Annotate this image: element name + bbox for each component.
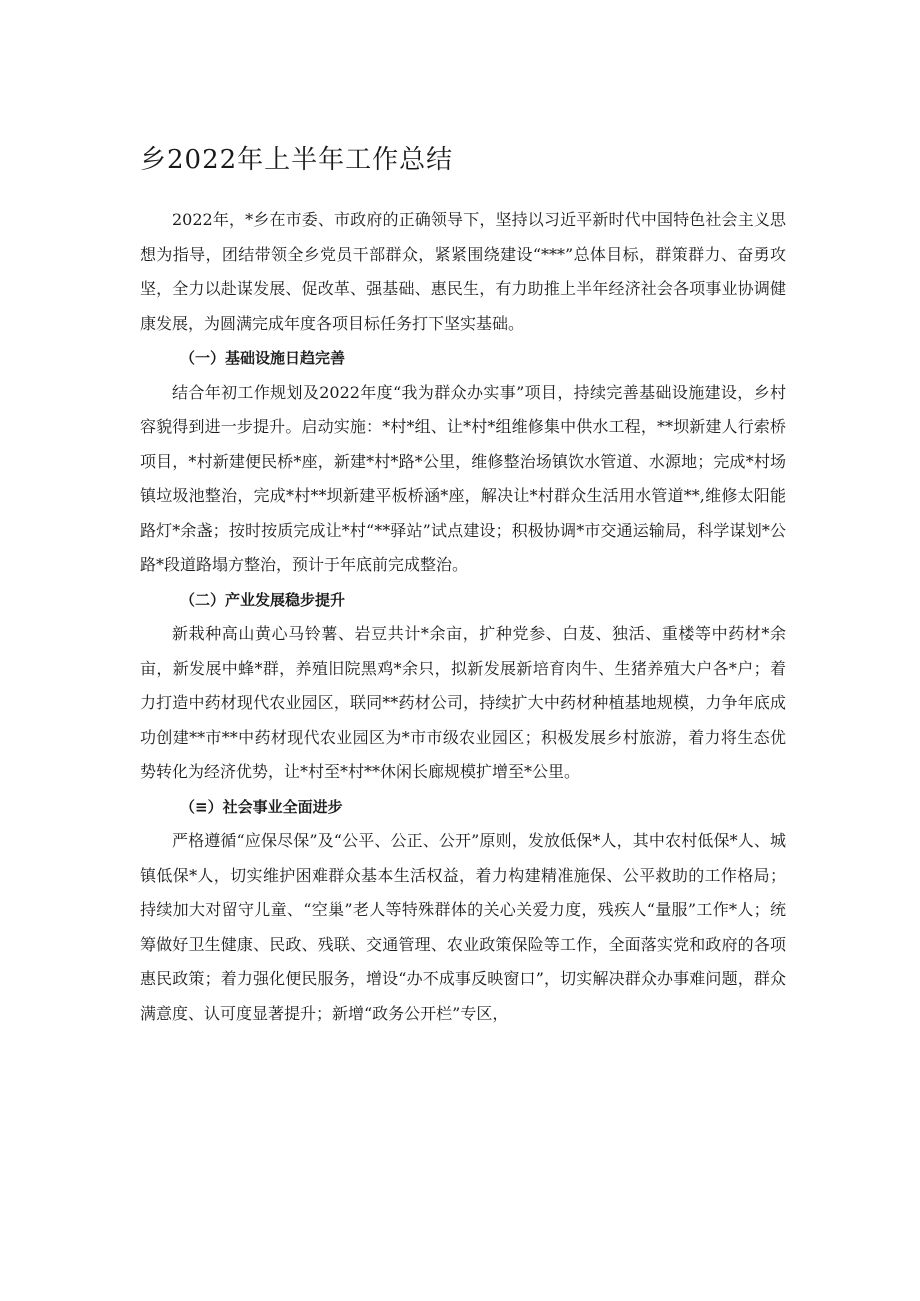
- section-paragraph-social: 严格遵循“应保尽保”及“公平、公正、公开”原则，发放低保*人，其中农村低保*人、城镇低保*人，切实维护困难群众基本生活权益，着力构建精准施保、公平救助的工作格局；持续加大对留守儿童、“空巢”老人等特殊群体的关心关爱力度，残疾人“量服”工作*人；统筹做好卫生健康、民政、残联、交通管理、农业政策保险等工作，全面落实党和政府的各项惠民政策；着力强化便民服务，增设“办不成事反映窗口”，切实解决群众办事难问题，群众满意度、认可度显著提升；新增“政务公开栏”专区，: [140, 831, 786, 1023]
- section-paragraph-infrastructure: 结合年初工作规划及2022年度“我为群众办实事”项目，持续完善基础设施建设，乡村容貌得到进一步提升。启动实施：*村*组、让*村*组维修集中供水工程，**坝新建人行索桥项目，*村新建便民桥*座，新建*村*路*公里，维修整治场镇饮水管道、水源地；完成*村场镇垃圾池整治，完成*村**坝新建平板桥涵*座，解决让*村群众生活用水管道**,维修太阳能路灯*余盏；按时按质完成让*村“**驿站”试点建设；积极协调*市交通运输局，科学谋划*公路*段道路塌方整治，预计于年底前完成整治。: [140, 382, 786, 574]
- intro-paragraph: 2022年，*乡在市委、市政府的正确领导下，坚持以习近平新时代中国特色社会主义思想为指导，团结带领全乡党员干部群众，紧紧围绕建设“***”总体目标，群策群力、奋勇攻坚，全力以赴谋发展、促改革、强基础、惠民生，有力助推上半年经济社会各项事业协调健康发展，为圆满完成年度各项目标任务打下坚实基础。: [140, 210, 786, 333]
- document-body: [140, 203, 786, 1031]
- section-paragraph-industry: 新栽种高山黄心马铃薯、岩豆共计*余亩，扩种党参、白芨、独活、重楼等中药材*余亩，新发展中蜂*群，养殖旧院黑鸡*余只，拟新发展新培育肉牛、生猪养殖大户各*户；着力打造中药材现代农业园区，联同**药材公司，持续扩大中药材种植基地规模，力争年底成功创建**市**中药材现代农业园区为*市市级农业园区；积极发展乡村旅游，着力将生态优势转化为经济优势，让*村至*村**休闲长廊规模扩增至*公里。: [140, 624, 786, 781]
- section-heading-infrastructure: （一）基础设施日趋完善: [180, 349, 346, 367]
- document-title: 乡2022年上半年工作总结: [140, 145, 454, 175]
- section-heading-industry: （二）产业发展稳步提升: [180, 590, 346, 609]
- section-heading-social: （≡）社会事业全面进步: [180, 797, 343, 816]
